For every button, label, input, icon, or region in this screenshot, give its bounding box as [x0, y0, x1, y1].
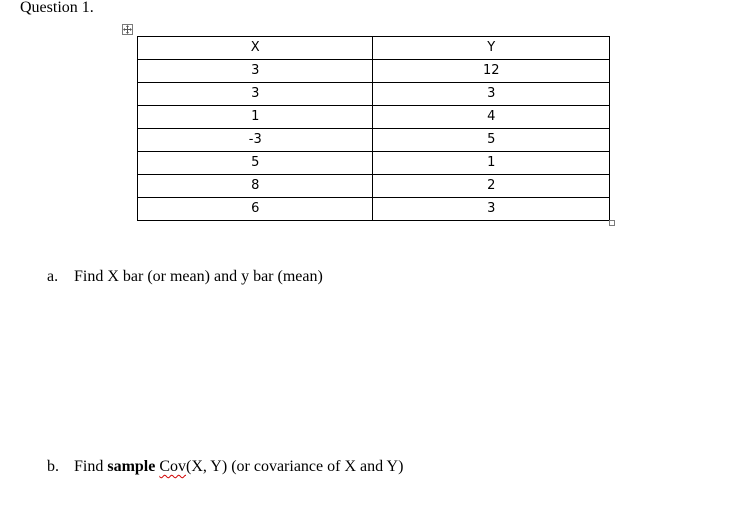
table-cell-x[interactable]: 3 [138, 60, 373, 83]
table-row [138, 83, 610, 106]
table-cell-y[interactable]: 12 [373, 60, 610, 83]
table-cell-x[interactable]: 3 [138, 83, 373, 106]
table-cell-x[interactable]: 1 [138, 106, 373, 129]
part-b-text-end: (X, Y) (or covariance of X and Y) [186, 458, 404, 475]
part-a-letter: a. [47, 268, 59, 285]
table-cell-x[interactable]: 6 [138, 198, 373, 221]
table-header-x[interactable]: X [138, 37, 373, 60]
table-resize-handle[interactable] [609, 220, 615, 226]
part-b-spellcheck-word[interactable]: Cov [159, 458, 187, 475]
table-header-y[interactable]: Y [373, 37, 610, 60]
part-a-text: Find X bar (or mean) and y bar (mean) [74, 268, 323, 285]
question-part-a [47, 267, 323, 287]
part-b-bold-word: sample [107, 458, 156, 475]
table-cell-y[interactable]: 3 [373, 83, 610, 106]
table-cell-x[interactable]: 5 [138, 152, 373, 175]
question-part-b [47, 457, 403, 477]
table-cell-y[interactable]: 1 [373, 152, 610, 175]
table-row [138, 106, 610, 129]
table-row [138, 129, 610, 152]
part-b-letter: b. [47, 458, 59, 475]
table-cell-y[interactable]: 5 [373, 129, 610, 152]
table-row [138, 60, 610, 83]
table-row [138, 198, 610, 221]
question-title: Question 1. [20, 0, 94, 16]
table-cell-y[interactable]: 4 [373, 106, 610, 129]
table-cell-x[interactable]: 8 [138, 175, 373, 198]
table-row [138, 152, 610, 175]
table-row [138, 175, 610, 198]
table-header-row [138, 37, 610, 60]
table-cell-y[interactable]: 2 [373, 175, 610, 198]
data-table [137, 36, 610, 221]
table-cell-x[interactable]: -3 [138, 129, 373, 152]
table-cell-y[interactable]: 3 [373, 198, 610, 221]
part-b-text-start: Find [74, 458, 108, 475]
table-move-handle-icon[interactable] [122, 24, 133, 35]
